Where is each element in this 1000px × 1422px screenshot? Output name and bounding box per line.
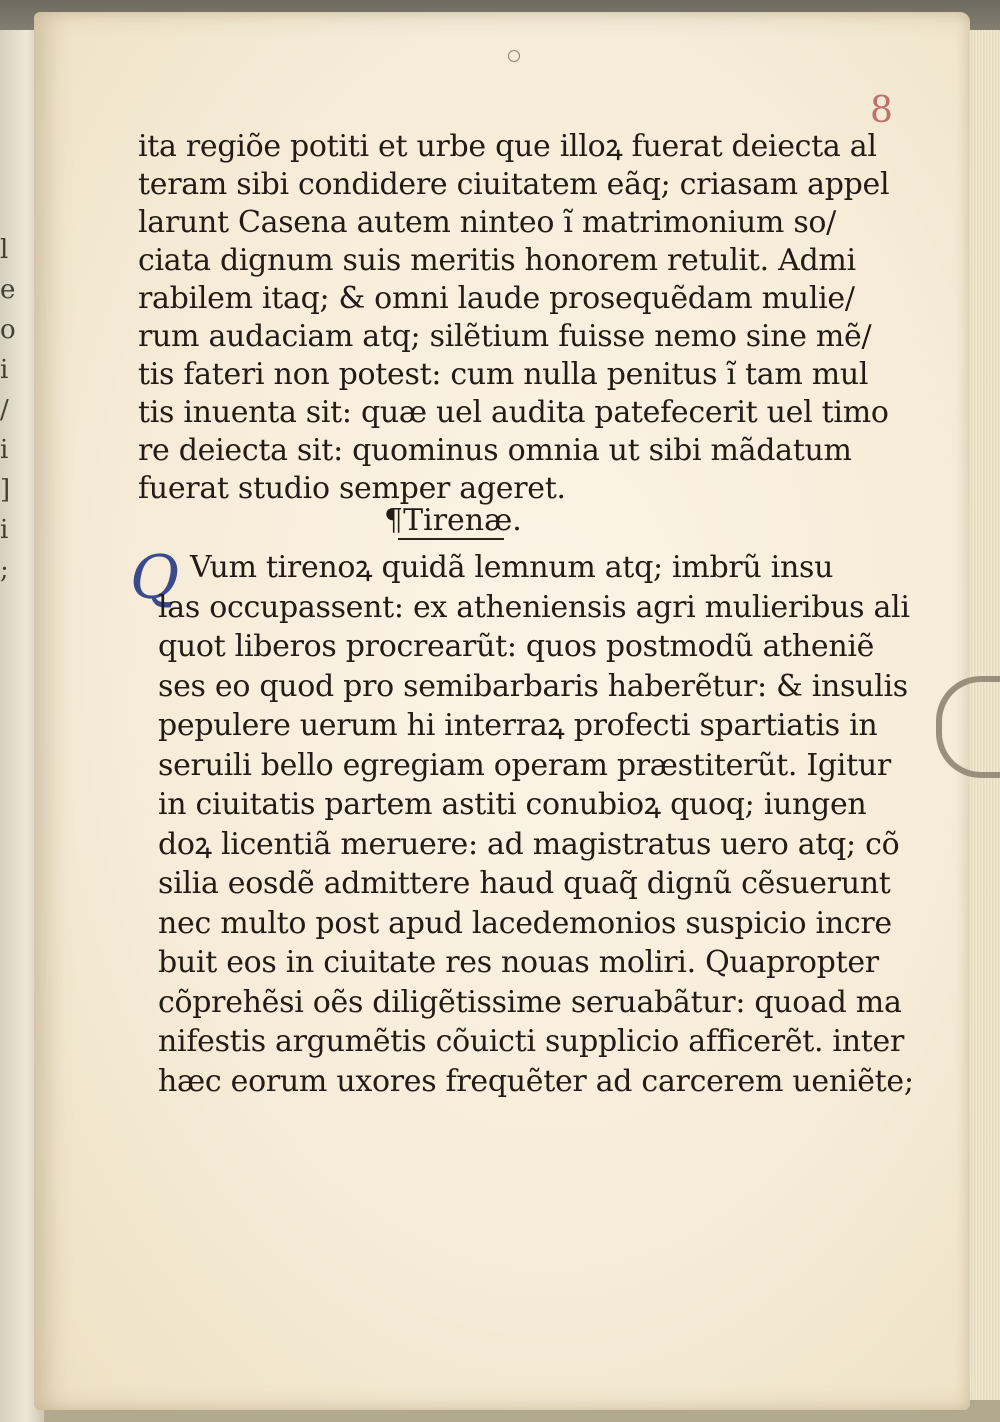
heading-underline [398, 538, 504, 540]
text-line: nec multo post apud lacedemonios suspicio incre [158, 905, 892, 941]
text-line: nifestis argumẽtis cõuicti supplicio afficerẽt. inter [158, 1024, 904, 1059]
left-page-margin-text: l e o i / i ] i ; [0, 235, 16, 585]
text-line: tis fateri non potest: cum nulla penitus ĩ tam mul [138, 357, 869, 392]
text-line: teram sibi condidere ciuitatem eãq; criasam appel [138, 167, 890, 202]
text-block-2 [158, 548, 914, 1101]
decorated-initial: Q [130, 543, 180, 613]
text-block-1 [138, 128, 890, 508]
binding-hole [508, 50, 520, 62]
text-line: pepulere uerum hi interraꝝ profecti spartiatis in [158, 708, 878, 743]
text-line: quot liberos procrearũt: quos postmodũ atheniẽ [158, 629, 875, 664]
text-line: Vum tirenoꝝ quidã lemnum atq; imbrũ insu [190, 550, 834, 585]
text-line: rabilem itaq; & omni laude prosequẽdam mulie/ [138, 281, 855, 316]
section-heading: ¶Tirenæ. [384, 503, 522, 538]
text-line: buit eos in ciuitate res nouas moliri. Quapropter [158, 945, 879, 980]
text-line: ses eo quod pro semibarbaris haberẽtur: & insulis [158, 668, 908, 704]
folio-number: 8 [870, 90, 893, 131]
text-line: ciata dignum suis meritis honorem retulit. Admi [138, 243, 856, 278]
text-line: seruili bello egregiam operam præstiterũt. Igitur [158, 747, 891, 783]
text-line: cõprehẽsi oẽs diligẽtissime seruabãtur: quoad ma [158, 984, 902, 1020]
text-line: rum audaciam atq; silẽtium fuisse nemo sine mẽ/ [138, 319, 872, 354]
text-line: larunt Casena autem ninteo ĩ matrimonium so/ [138, 205, 836, 240]
text-line: fuerat studio semper ageret. [138, 471, 566, 506]
text-line: silia eosdẽ admittere haud quaq̃ dignũ cẽsuerunt [158, 866, 891, 901]
text-line: hæc eorum uxores frequẽter ad carcerem ueniẽte; [158, 1063, 914, 1099]
text-line: in ciuitatis partem astiti conubioꝝ quoq; iungen [158, 787, 867, 822]
text-line: re deiecta sit: quominus omnia ut sibi mãdatum [138, 433, 852, 468]
text-line: las occupassent: ex atheniensis agri mulieribus ali [158, 589, 910, 625]
text-line: ita regiõe potiti et urbe que illoꝝ fuerat deiecta al [138, 129, 877, 164]
text-line: tis inuenta sit: quæ uel audita patefecerit uel timo [138, 395, 889, 430]
text-line: doꝝ licentiã meruere: ad magistratus uero atq; cõ [158, 826, 900, 862]
